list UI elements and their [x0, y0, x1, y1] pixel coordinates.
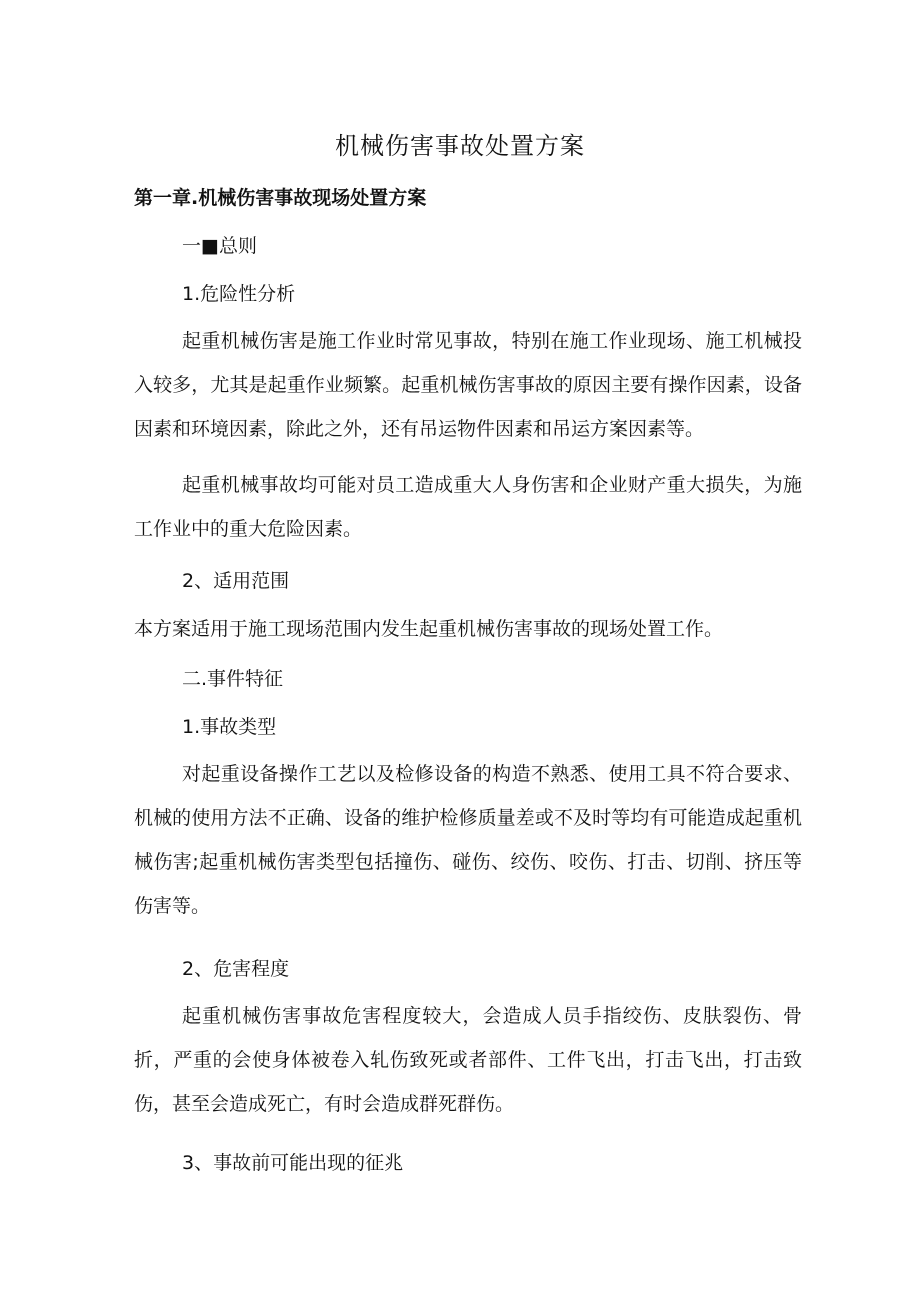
section-heading-general: 一■总则: [182, 235, 257, 257]
paragraph-hazard-degree: 起重机械伤害事故危害程度较大，会造成人员手指绞伤、皮肤裂伤、骨折，严重的会使身体被卷入轧伤致死或者部件、工件飞出，打击飞出，打击致伤，甚至会造成死亡，有时会造成群死群伤。: [134, 1005, 802, 1115]
subsection-heading-accident-type: 1.事故类型: [182, 716, 277, 738]
section-heading-features: 二.事件特征: [182, 668, 284, 690]
paragraph-scope: 本方案适用于施工现场范围内发生起重机械伤害事故的现场处置工作。: [134, 618, 724, 640]
subsection-heading-hazard-degree: 2、危害程度: [182, 958, 290, 980]
paragraph-accident-type: 对起重设备操作工艺以及检修设备的构造不熟悉、使用工具不符合要求、机械的使用方法不正确、设备的维护检修质量差或不及时等均有可能造成起重机械伤害;起重机械伤害类型包括撞伤、碰伤、绞伤、咬伤、打击、切削、挤压等伤害等。: [134, 763, 802, 917]
subsection-heading-precursor: 3、事故前可能出现的征兆: [182, 1152, 404, 1174]
chapter-heading: 第一章.机械伤害事故现场处置方案: [134, 187, 427, 209]
subsection-heading-risk-analysis: 1.危险性分析: [182, 283, 296, 305]
subsection-heading-scope: 2、适用范围: [182, 570, 290, 592]
document-title: 机械伤害事故处置方案: [335, 132, 585, 160]
paragraph-risk-1: 起重机械伤害是施工作业时常见事故，特别在施工作业现场、施工机械投入较多，尤其是起重作业频繁。起重机械伤害事故的原因主要有操作因素，设备因素和环境因素，除此之外，还有吊运物件因素和吊运方案因素等。: [134, 330, 802, 440]
paragraph-risk-2: 起重机械事故均可能对员工造成重大人身伤害和企业财产重大损失，为施工作业中的重大危险因素。: [134, 474, 802, 540]
